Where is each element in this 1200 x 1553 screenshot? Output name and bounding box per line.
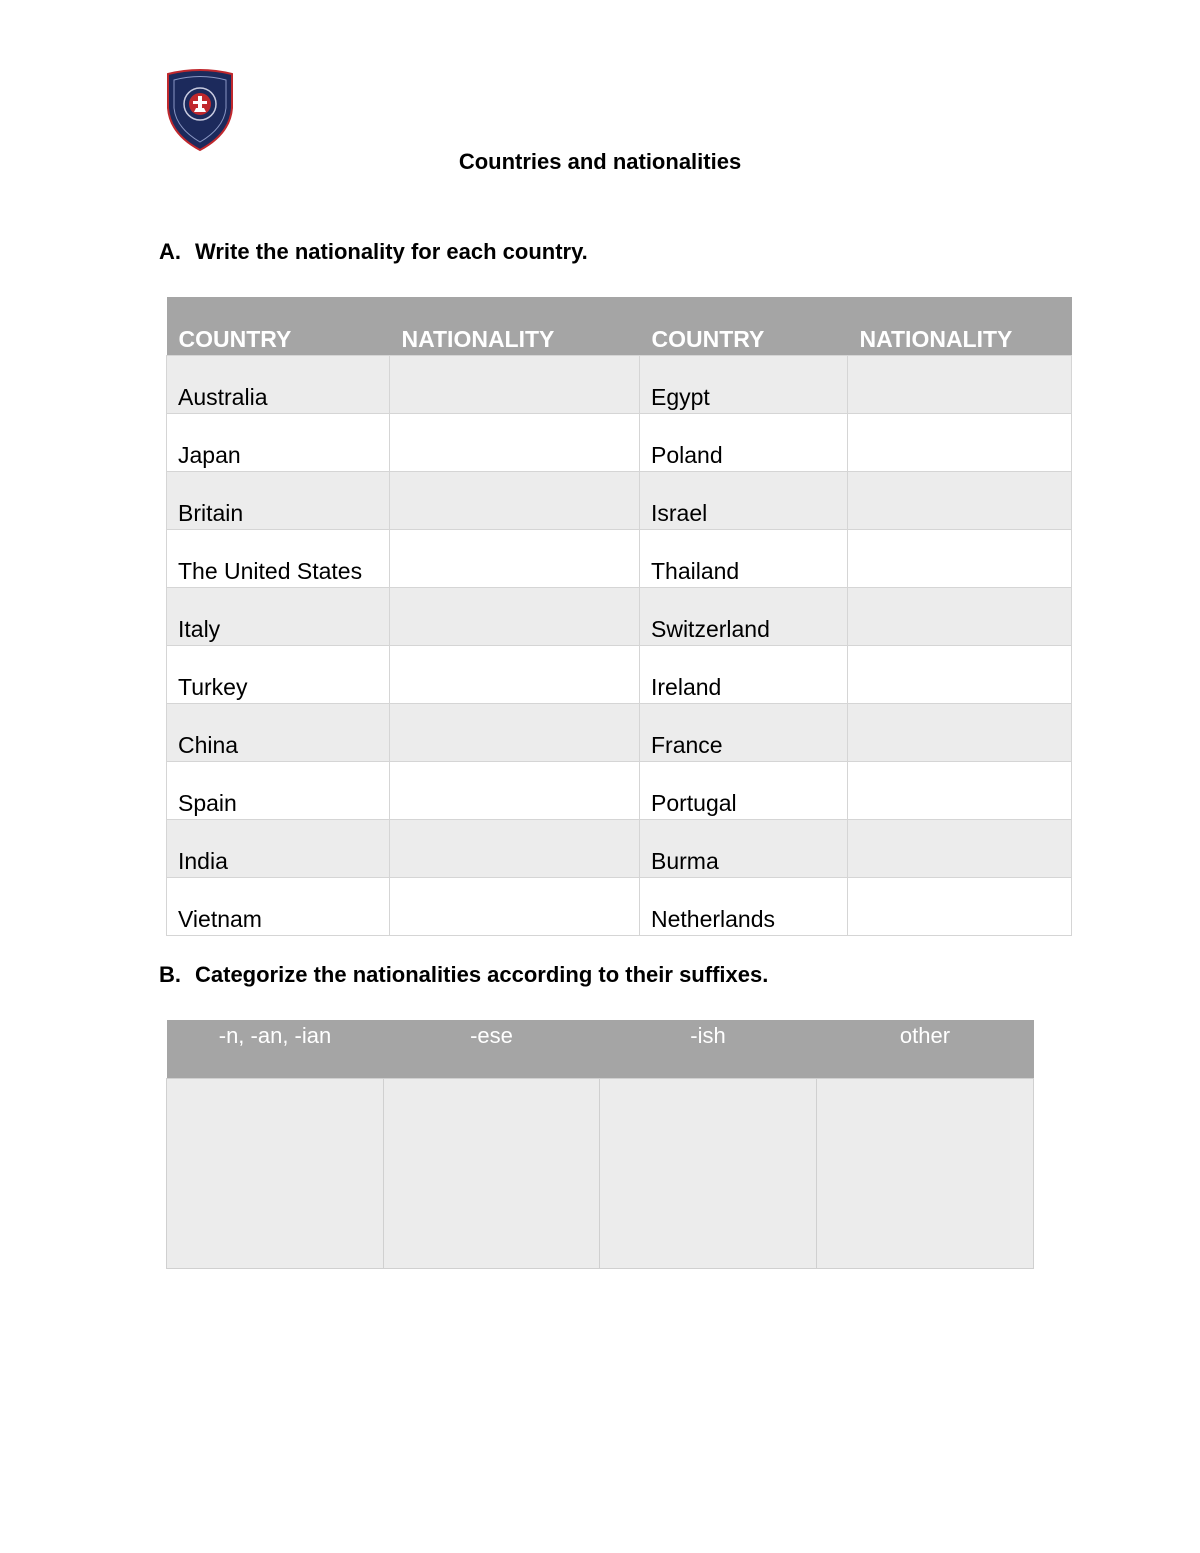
- nationality-answer-cell[interactable]: [848, 762, 1072, 820]
- suffix-header-ese: -ese: [384, 1020, 600, 1079]
- table-row: [167, 704, 1072, 762]
- school-crest-icon: [164, 68, 236, 152]
- suffix-answer-cell[interactable]: [167, 1079, 384, 1269]
- country-cell: Egypt: [640, 356, 848, 414]
- nationality-answer-cell[interactable]: [848, 588, 1072, 646]
- nationality-answer-cell[interactable]: [848, 878, 1072, 936]
- suffix-header-ish: -ish: [600, 1020, 817, 1079]
- nationality-answer-cell[interactable]: [848, 356, 1072, 414]
- table-row: [167, 646, 1072, 704]
- country-cell: Australia: [167, 356, 390, 414]
- country-cell: Portugal: [640, 762, 848, 820]
- table-row: [167, 356, 1072, 414]
- countries-table: [166, 297, 1072, 936]
- suffix-answer-cell[interactable]: [384, 1079, 600, 1269]
- header-country-1: COUNTRY: [167, 297, 390, 356]
- section-a-instruction: [159, 238, 588, 266]
- table-row: [167, 530, 1072, 588]
- countries-table-header: [167, 297, 1072, 356]
- country-cell: Britain: [167, 472, 390, 530]
- country-cell: France: [640, 704, 848, 762]
- country-cell: Spain: [167, 762, 390, 820]
- nationality-answer-cell[interactable]: [390, 530, 640, 588]
- nationality-answer-cell[interactable]: [390, 878, 640, 936]
- table-row: [167, 472, 1072, 530]
- table-row: [167, 588, 1072, 646]
- header-nationality-2: NATIONALITY: [848, 297, 1072, 356]
- nationality-answer-cell[interactable]: [848, 530, 1072, 588]
- nationality-answer-cell[interactable]: [848, 472, 1072, 530]
- country-cell: Italy: [167, 588, 390, 646]
- country-cell: Burma: [640, 820, 848, 878]
- suffix-answer-row: [167, 1079, 1034, 1269]
- suffix-table-header: [167, 1020, 1034, 1079]
- country-cell: Poland: [640, 414, 848, 472]
- nationality-answer-cell[interactable]: [848, 646, 1072, 704]
- table-row: [167, 414, 1072, 472]
- section-b-instruction: [159, 961, 768, 989]
- country-cell: Thailand: [640, 530, 848, 588]
- country-cell: Vietnam: [167, 878, 390, 936]
- header-nationality-1: NATIONALITY: [390, 297, 640, 356]
- country-cell: India: [167, 820, 390, 878]
- table-row: [167, 762, 1072, 820]
- country-cell: Japan: [167, 414, 390, 472]
- country-cell: Ireland: [640, 646, 848, 704]
- nationality-answer-cell[interactable]: [390, 820, 640, 878]
- suffix-answer-cell[interactable]: [600, 1079, 817, 1269]
- nationality-answer-cell[interactable]: [390, 588, 640, 646]
- suffix-answer-cell[interactable]: [817, 1079, 1034, 1269]
- nationality-answer-cell[interactable]: [390, 356, 640, 414]
- country-cell: Netherlands: [640, 878, 848, 936]
- nationality-answer-cell[interactable]: [390, 762, 640, 820]
- nationality-answer-cell[interactable]: [390, 414, 640, 472]
- nationality-answer-cell[interactable]: [848, 414, 1072, 472]
- country-cell: Switzerland: [640, 588, 848, 646]
- nationality-answer-cell[interactable]: [390, 704, 640, 762]
- header-country-2: COUNTRY: [640, 297, 848, 356]
- suffix-table: [166, 1020, 1034, 1269]
- nationality-answer-cell[interactable]: [848, 820, 1072, 878]
- nationality-answer-cell[interactable]: [848, 704, 1072, 762]
- section-b-text: Categorize the nationalities according to their suffixes.: [195, 962, 769, 987]
- section-a-text: Write the nationality for each country.: [195, 239, 588, 264]
- country-cell: China: [167, 704, 390, 762]
- nationality-answer-cell[interactable]: [390, 472, 640, 530]
- table-row: [167, 820, 1072, 878]
- country-cell: Israel: [640, 472, 848, 530]
- section-b-letter: B.: [159, 962, 181, 987]
- country-cell: Turkey: [167, 646, 390, 704]
- page-title: Countries and nationalities: [458, 149, 742, 174]
- nationality-answer-cell[interactable]: [390, 646, 640, 704]
- suffix-header-other: other: [817, 1020, 1034, 1079]
- table-row: [167, 878, 1072, 936]
- suffix-header-n-an-ian: -n, -an, -ian: [167, 1020, 384, 1079]
- country-cell: The United States: [167, 530, 390, 588]
- section-a-letter: A.: [159, 239, 181, 264]
